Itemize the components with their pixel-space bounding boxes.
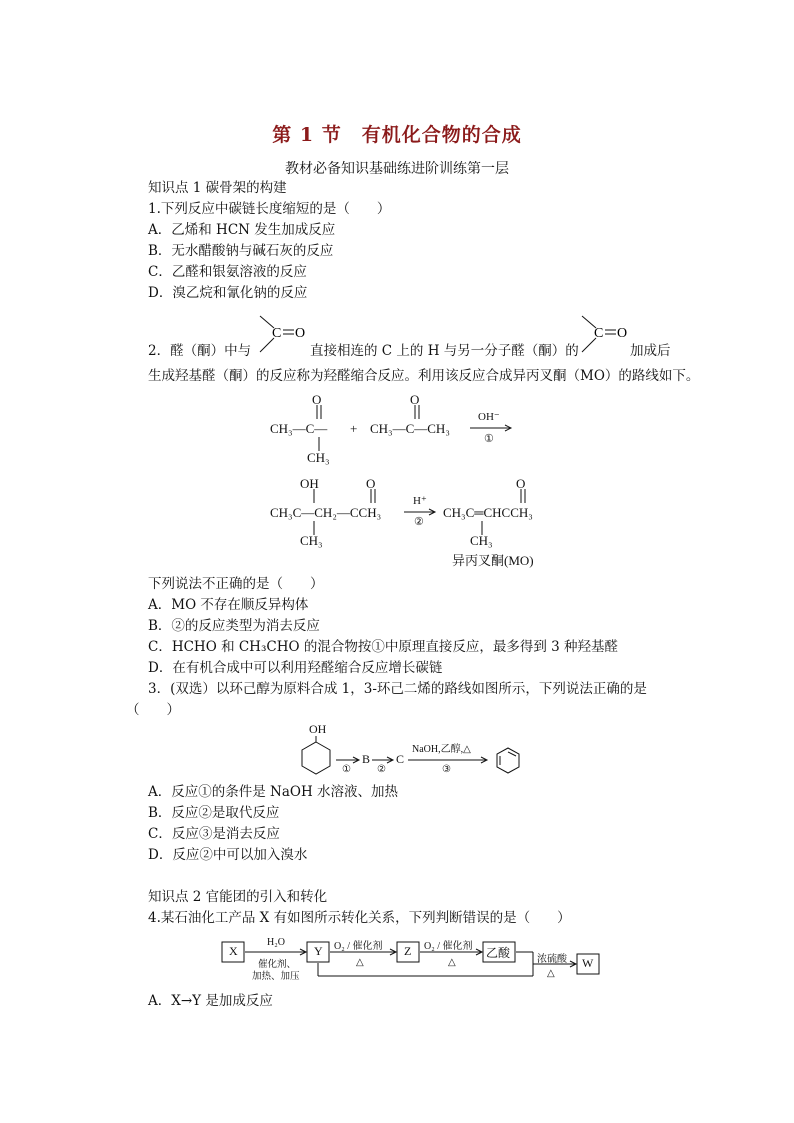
q2-question: 下列说法不正确的是（ ） (148, 576, 324, 592)
mo-double-bond (518, 489, 528, 503)
int-hydroxyl: OH (300, 476, 319, 491)
arrow-1 (470, 424, 514, 432)
q3-stem-bracket: （ ） (126, 702, 180, 718)
cond-oxygen-1: O₂ / 催化剂 (334, 941, 383, 952)
node-x: X (229, 944, 238, 958)
cyclohexadiene-ring (494, 746, 522, 776)
r1-oxygen: O (312, 392, 322, 407)
knowledge-point-2: 知识点 2 官能团的引入和转化 (148, 889, 328, 905)
page-title: 第 1 节 有机化合物的合成 (272, 124, 522, 146)
q2-intro-part2: 直接相连的 C 上的 H 与另一分子醛（酮）的 (310, 343, 579, 359)
q3-step-2: ② (377, 764, 386, 775)
q3-arrow-2 (372, 756, 396, 764)
intermediate-b: B (362, 752, 371, 766)
section-subtitle: 教材必备知识基础练进阶训练第一层 (285, 161, 509, 177)
r1-main: CH₃—C— (270, 421, 328, 436)
int-oxygen: O (366, 476, 376, 491)
step-2: ② (414, 516, 424, 528)
q2-intro-part3: 加成后 (630, 343, 671, 359)
carbonyl-structure-2 (574, 312, 634, 356)
plus-sign: + (350, 421, 358, 436)
int-double-bond (368, 489, 378, 503)
cond-h: H⁺ (413, 495, 427, 507)
cond-catalyst: 催化剂、 (258, 960, 297, 970)
q3-arrow-1 (336, 756, 362, 764)
q3-step-1: ① (342, 764, 351, 775)
q3-step-3: ③ (442, 764, 451, 775)
svg-text:C: C (594, 326, 604, 341)
int-methyl: CH₃ (300, 533, 323, 548)
r2-main: CH₃—C—CH₃ (370, 421, 450, 436)
mo-methyl: CH₃ (470, 533, 493, 548)
mo-name: 异丙叉酮(MO) (452, 553, 534, 568)
int-oh-bond (309, 489, 319, 503)
r2-double-bond (412, 405, 422, 419)
q2-intro-part1: 2．醛（酮）中与 (148, 343, 252, 359)
q3-option-b: B．反应②是取代反应 (148, 805, 280, 821)
int-main: CH₃C—CH₂—CCH₃ (270, 505, 382, 520)
q4-option-a: A．X→Y 是加成反应 (148, 993, 273, 1009)
cond-water: H₂O (267, 937, 285, 948)
cond-oxygen-2: O₂ / 催化剂 (424, 941, 473, 952)
node-z: Z (404, 944, 412, 958)
mo-oxygen: O (516, 476, 526, 491)
svg-text:O: O (295, 326, 306, 341)
cyclohexanol-oh: OH (309, 722, 327, 736)
q3-option-a: A．反应①的条件是 NaOH 水溶液、加热 (148, 784, 399, 800)
cond-heat-pressure: 加热、加压 (252, 972, 300, 982)
q2-intro-line2: 生成羟基醛（酮）的反应称为羟醛缩合反应。利用该反应合成异丙叉酮（MO）的路线如下。 (148, 368, 700, 384)
cyclohexanol-ring (298, 736, 334, 778)
q3-stem: 3．(双选）以环己醇为原料合成 1，3-环己二烯的路线如图所示，下列说法正确的是 (148, 681, 647, 697)
q4-stem: 4.某石油化工产品 X 有如图所示转化关系，下列判断错误的是（ ） (148, 910, 571, 926)
q1-option-d: D．溴乙烷和氰化钠的反应 (148, 285, 308, 301)
svg-text:O: O (617, 326, 628, 341)
q3-condition-3: NaOH,乙醇,△ (412, 744, 471, 755)
intermediate-c: C (396, 752, 405, 766)
r1-double-bond (314, 405, 324, 419)
q1-stem: 1.下列反应中碳链长度缩短的是（ ） (148, 201, 391, 217)
carbonyl-structure-1 (252, 312, 312, 356)
q2-option-c: C．HCHO 和 CH₃CHO 的混合物按①中原理直接反应，最多得到 3 种羟基醛 (148, 639, 619, 655)
q2-option-b: B．②的反应类型为消去反应 (148, 618, 320, 634)
knowledge-point-1: 知识点 1 碳骨架的构建 (148, 180, 287, 196)
q3-arrow-3 (408, 756, 490, 764)
q2-option-d: D．在有机合成中可以利用羟醛缩合反应增长碳链 (148, 660, 443, 676)
q3-option-c: C．反应③是消去反应 (148, 826, 280, 842)
step-1: ① (484, 433, 494, 445)
q1-option-c: C．乙醛和银氨溶液的反应 (148, 264, 307, 280)
r2-oxygen: O (410, 392, 420, 407)
cond-heat-2: △ (448, 957, 456, 968)
cond-sulfuric-acid: 浓硫酸 (537, 954, 567, 965)
q1-option-a: A．乙烯和 HCN 发生加成反应 (148, 222, 336, 238)
node-y: Y (314, 944, 323, 958)
q3-option-d: D．反应②中可以加入溴水 (148, 847, 308, 863)
r1-methyl: CH₃ (307, 450, 330, 465)
cond-heat-3: △ (547, 968, 555, 979)
cond-heat-1: △ (356, 957, 364, 968)
mo-main: CH₃C═CHCCH₃ (443, 505, 533, 520)
q1-option-b: B．无水醋酸钠与碱石灰的反应 (148, 243, 334, 259)
cond-oh: OH⁻ (478, 411, 500, 423)
r1-single-bond (314, 437, 324, 451)
node-acetic-acid: 乙酸 (486, 946, 511, 960)
node-w: W (582, 956, 594, 970)
svg-text:C: C (272, 326, 282, 341)
q2-option-a: A．MO 不存在顺反异构体 (148, 597, 309, 613)
